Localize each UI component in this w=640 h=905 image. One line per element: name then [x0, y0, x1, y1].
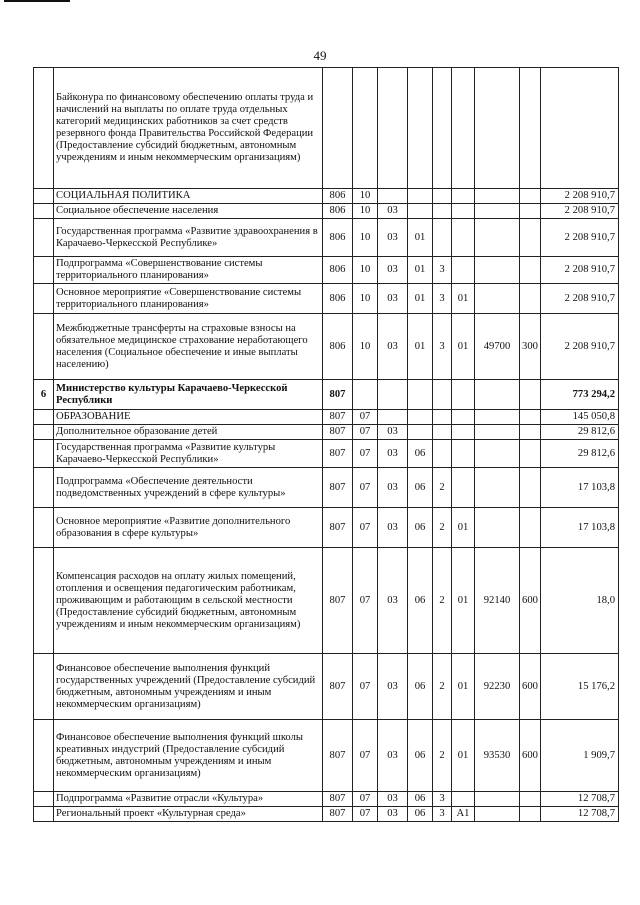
cell-vr [520, 792, 541, 807]
cell-idx [34, 68, 54, 189]
cell-idx [34, 720, 54, 792]
cell-pr: 03 [378, 508, 408, 548]
cell-vr [520, 189, 541, 204]
cell-pr: 03 [378, 204, 408, 219]
cell-om [452, 68, 475, 189]
cell-idx [34, 654, 54, 720]
cell-vr [520, 219, 541, 257]
cell-name: Подпрограмма «Обеспечение деятельности подведомственных учреждений в сфере культуры» [54, 468, 323, 508]
cell-name: Министерство культуры Карачаево-Черкесской Республики [54, 380, 323, 410]
cell-pp: 2 [433, 468, 452, 508]
cell-pp: 3 [433, 257, 452, 284]
cell-gp: 01 [408, 314, 433, 380]
cell-vr [520, 425, 541, 440]
cell-pr: 03 [378, 720, 408, 792]
cell-vr [520, 204, 541, 219]
cell-grbs: 807 [323, 720, 353, 792]
cell-pr: 03 [378, 654, 408, 720]
cell-pp [433, 189, 452, 204]
cell-dir [475, 440, 520, 468]
cell-om [452, 380, 475, 410]
table-row [34, 189, 619, 204]
cell-rz: 07 [353, 548, 378, 654]
table-row [34, 314, 619, 380]
cell-rz: 07 [353, 654, 378, 720]
cell-rz: 07 [353, 468, 378, 508]
cell-pr: 03 [378, 468, 408, 508]
cell-sum: 1 909,7 [541, 720, 619, 792]
cell-grbs: 807 [323, 508, 353, 548]
cell-name: Компенсация расходов на оплату жилых помещений, отопления и освещения педагогическим работникам, проживающим и работающим в сельской местности (Предоставление субсидий бюджетным, автономным учреждениям и иным некоммерческим организациям) [54, 548, 323, 654]
cell-gp: 01 [408, 219, 433, 257]
cell-vr: 600 [520, 720, 541, 792]
cell-grbs: 806 [323, 314, 353, 380]
cell-sum: 15 176,2 [541, 654, 619, 720]
cell-sum: 29 812,6 [541, 440, 619, 468]
cell-gp [408, 425, 433, 440]
cell-rz: 10 [353, 284, 378, 314]
cell-idx [34, 508, 54, 548]
cell-om [452, 257, 475, 284]
cell-pr: 03 [378, 219, 408, 257]
cell-grbs: 807 [323, 468, 353, 508]
cell-gp: 06 [408, 807, 433, 822]
cell-rz: 07 [353, 792, 378, 807]
cell-gp [408, 68, 433, 189]
cell-om [452, 440, 475, 468]
cell-vr [520, 284, 541, 314]
cell-pp [433, 410, 452, 425]
cell-rz: 07 [353, 440, 378, 468]
cell-idx [34, 284, 54, 314]
cell-vr: 300 [520, 314, 541, 380]
cell-dir [475, 380, 520, 410]
cell-pr: 03 [378, 440, 408, 468]
cell-name: Межбюджетные трансферты на страховые взносы на обязательное медицинское страхование неработающего населения (Социальное обеспечение и иные выплаты населению) [54, 314, 323, 380]
cell-om: 01 [452, 508, 475, 548]
cell-idx [34, 468, 54, 508]
cell-name: Социальное обеспечение населения [54, 204, 323, 219]
cell-grbs: 807 [323, 654, 353, 720]
cell-om [452, 219, 475, 257]
cell-gp: 06 [408, 508, 433, 548]
cell-om: 01 [452, 654, 475, 720]
cell-dir [475, 189, 520, 204]
cell-gp: 01 [408, 257, 433, 284]
cell-sum: 2 208 910,7 [541, 257, 619, 284]
cell-gp [408, 380, 433, 410]
cell-dir: 92230 [475, 654, 520, 720]
cell-grbs: 807 [323, 807, 353, 822]
cell-dir [475, 219, 520, 257]
cell-sum: 18,0 [541, 548, 619, 654]
cell-pr: 03 [378, 284, 408, 314]
cell-om [452, 189, 475, 204]
cell-vr [520, 440, 541, 468]
cell-dir [475, 425, 520, 440]
cell-om: A1 [452, 807, 475, 822]
cell-sum: 12 708,7 [541, 792, 619, 807]
cell-name: ОБРАЗОВАНИЕ [54, 410, 323, 425]
cell-pr [378, 410, 408, 425]
cell-pp [433, 440, 452, 468]
table-row [34, 654, 619, 720]
cell-sum [541, 68, 619, 189]
cell-pr [378, 68, 408, 189]
cell-grbs: 807 [323, 425, 353, 440]
cell-grbs: 807 [323, 548, 353, 654]
cell-om [452, 204, 475, 219]
cell-vr [520, 807, 541, 822]
cell-om: 01 [452, 548, 475, 654]
cell-rz: 07 [353, 410, 378, 425]
table-row [34, 204, 619, 219]
cell-name: Подпрограмма «Развитие отрасли «Культура» [54, 792, 323, 807]
cell-sum: 773 294,2 [541, 380, 619, 410]
cell-rz: 10 [353, 204, 378, 219]
cell-name: Байконура по финансовому обеспечению оплаты труда и начислений на выплаты по оплате труда отдельных категорий медицинских работников за счет средств резервного фонда Правительства Российской Федерации (Предоставление субсидий бюджетным, автономным учреждениям и иным некоммерческим организациям) [54, 68, 323, 189]
cell-gp [408, 410, 433, 425]
table-row [34, 410, 619, 425]
cell-gp: 06 [408, 720, 433, 792]
cell-pp [433, 68, 452, 189]
cell-pp: 2 [433, 720, 452, 792]
cell-sum: 2 208 910,7 [541, 204, 619, 219]
cell-sum: 17 103,8 [541, 508, 619, 548]
cell-pr: 03 [378, 548, 408, 654]
cell-vr [520, 508, 541, 548]
cell-sum: 2 208 910,7 [541, 219, 619, 257]
cell-name: Дополнительное образование детей [54, 425, 323, 440]
cell-name: Финансовое обеспечение выполнения функций государственных учреждений (Предоставление субсидий бюджетным, автономным учреждениям и иным некоммерческим организациям) [54, 654, 323, 720]
cell-grbs: 806 [323, 204, 353, 219]
cell-grbs: 807 [323, 792, 353, 807]
budget-table [33, 67, 619, 822]
cell-gp: 01 [408, 284, 433, 314]
cell-om: 01 [452, 284, 475, 314]
cell-idx [34, 314, 54, 380]
cell-pp: 3 [433, 284, 452, 314]
cell-sum: 17 103,8 [541, 468, 619, 508]
cell-grbs: 807 [323, 440, 353, 468]
cell-dir: 92140 [475, 548, 520, 654]
cell-dir [475, 807, 520, 822]
cell-idx [34, 189, 54, 204]
cell-idx [34, 257, 54, 284]
cell-rz: 07 [353, 425, 378, 440]
cell-idx [34, 807, 54, 822]
cell-idx [34, 440, 54, 468]
cell-gp: 06 [408, 440, 433, 468]
cell-gp: 06 [408, 792, 433, 807]
cell-pr: 03 [378, 792, 408, 807]
table-row [34, 792, 619, 807]
cell-idx [34, 410, 54, 425]
cell-grbs: 806 [323, 257, 353, 284]
cell-gp: 06 [408, 654, 433, 720]
table-row [34, 257, 619, 284]
cell-dir [475, 204, 520, 219]
cell-dir [475, 284, 520, 314]
cell-dir [475, 257, 520, 284]
cell-om [452, 425, 475, 440]
cell-pp: 3 [433, 314, 452, 380]
page-number: 49 [313, 48, 327, 63]
cell-idx [34, 792, 54, 807]
table-row [34, 380, 619, 410]
cell-pp [433, 204, 452, 219]
cell-vr [520, 380, 541, 410]
cell-sum: 2 208 910,7 [541, 284, 619, 314]
cell-grbs: 806 [323, 219, 353, 257]
cell-name: Региональный проект «Культурная среда» [54, 807, 323, 822]
cell-pp: 2 [433, 508, 452, 548]
cell-dir [475, 508, 520, 548]
cell-om [452, 792, 475, 807]
cell-pp [433, 219, 452, 257]
cell-pr: 03 [378, 807, 408, 822]
cell-pr [378, 380, 408, 410]
cell-rz: 10 [353, 314, 378, 380]
cell-vr [520, 257, 541, 284]
cell-pp [433, 425, 452, 440]
cell-grbs: 806 [323, 284, 353, 314]
cell-name: СОЦИАЛЬНАЯ ПОЛИТИКА [54, 189, 323, 204]
cell-dir [475, 468, 520, 508]
cell-dir: 49700 [475, 314, 520, 380]
cell-dir [475, 68, 520, 189]
cell-vr: 600 [520, 654, 541, 720]
cell-pr: 03 [378, 257, 408, 284]
cell-rz [353, 380, 378, 410]
cell-idx [34, 548, 54, 654]
cell-rz: 07 [353, 508, 378, 548]
table-row [34, 284, 619, 314]
cell-om [452, 410, 475, 425]
cell-gp: 06 [408, 548, 433, 654]
cell-pp: 3 [433, 792, 452, 807]
table-row [34, 807, 619, 822]
cell-idx [34, 425, 54, 440]
cell-pr [378, 189, 408, 204]
cell-vr [520, 468, 541, 508]
cell-pr: 03 [378, 314, 408, 380]
cell-rz: 10 [353, 257, 378, 284]
cell-pp: 2 [433, 548, 452, 654]
cell-rz: 10 [353, 189, 378, 204]
cell-rz: 07 [353, 807, 378, 822]
cell-sum: 29 812,6 [541, 425, 619, 440]
cell-om: 01 [452, 720, 475, 792]
table-row [34, 68, 619, 189]
cell-dir [475, 792, 520, 807]
table-row [34, 440, 619, 468]
cell-om: 01 [452, 314, 475, 380]
cell-idx [34, 219, 54, 257]
cell-name: Государственная программа «Развитие здравоохранения в Карачаево-Черкесской Республике» [54, 219, 323, 257]
cell-gp [408, 204, 433, 219]
cell-gp: 06 [408, 468, 433, 508]
cell-name: Основное мероприятие «Развитие дополнительного образования в сфере культуры» [54, 508, 323, 548]
cell-vr [520, 68, 541, 189]
cell-name: Основное мероприятие «Совершенствование системы территориального планирования» [54, 284, 323, 314]
cell-gp [408, 189, 433, 204]
cell-rz: 07 [353, 720, 378, 792]
cell-name: Подпрограмма «Совершенствование системы территориального планирования» [54, 257, 323, 284]
cell-pp: 2 [433, 654, 452, 720]
cell-sum: 2 208 910,7 [541, 314, 619, 380]
table-row [34, 720, 619, 792]
table-row [34, 425, 619, 440]
cell-idx: 6 [34, 380, 54, 410]
table-row [34, 548, 619, 654]
cell-idx [34, 204, 54, 219]
cell-rz [353, 68, 378, 189]
cell-om [452, 468, 475, 508]
cell-rz: 10 [353, 219, 378, 257]
cell-dir [475, 410, 520, 425]
scan-edge-line [4, 0, 70, 2]
cell-sum: 2 208 910,7 [541, 189, 619, 204]
cell-sum: 12 708,7 [541, 807, 619, 822]
cell-grbs [323, 68, 353, 189]
cell-vr [520, 410, 541, 425]
cell-dir: 93530 [475, 720, 520, 792]
table-row [34, 508, 619, 548]
cell-name: Государственная программа «Развитие культуры Карачаево-Черкесской Республики» [54, 440, 323, 468]
cell-pr: 03 [378, 425, 408, 440]
cell-name: Финансовое обеспечение выполнения функций школы креативных индустрий (Предоставление субсидий бюджетным, автономным учреждениям и иным некоммерческим организациям) [54, 720, 323, 792]
cell-vr: 600 [520, 548, 541, 654]
cell-pp [433, 380, 452, 410]
table-row [34, 219, 619, 257]
cell-grbs: 806 [323, 189, 353, 204]
cell-grbs: 807 [323, 410, 353, 425]
cell-pp: 3 [433, 807, 452, 822]
cell-grbs: 807 [323, 380, 353, 410]
table-row [34, 468, 619, 508]
cell-sum: 145 050,8 [541, 410, 619, 425]
